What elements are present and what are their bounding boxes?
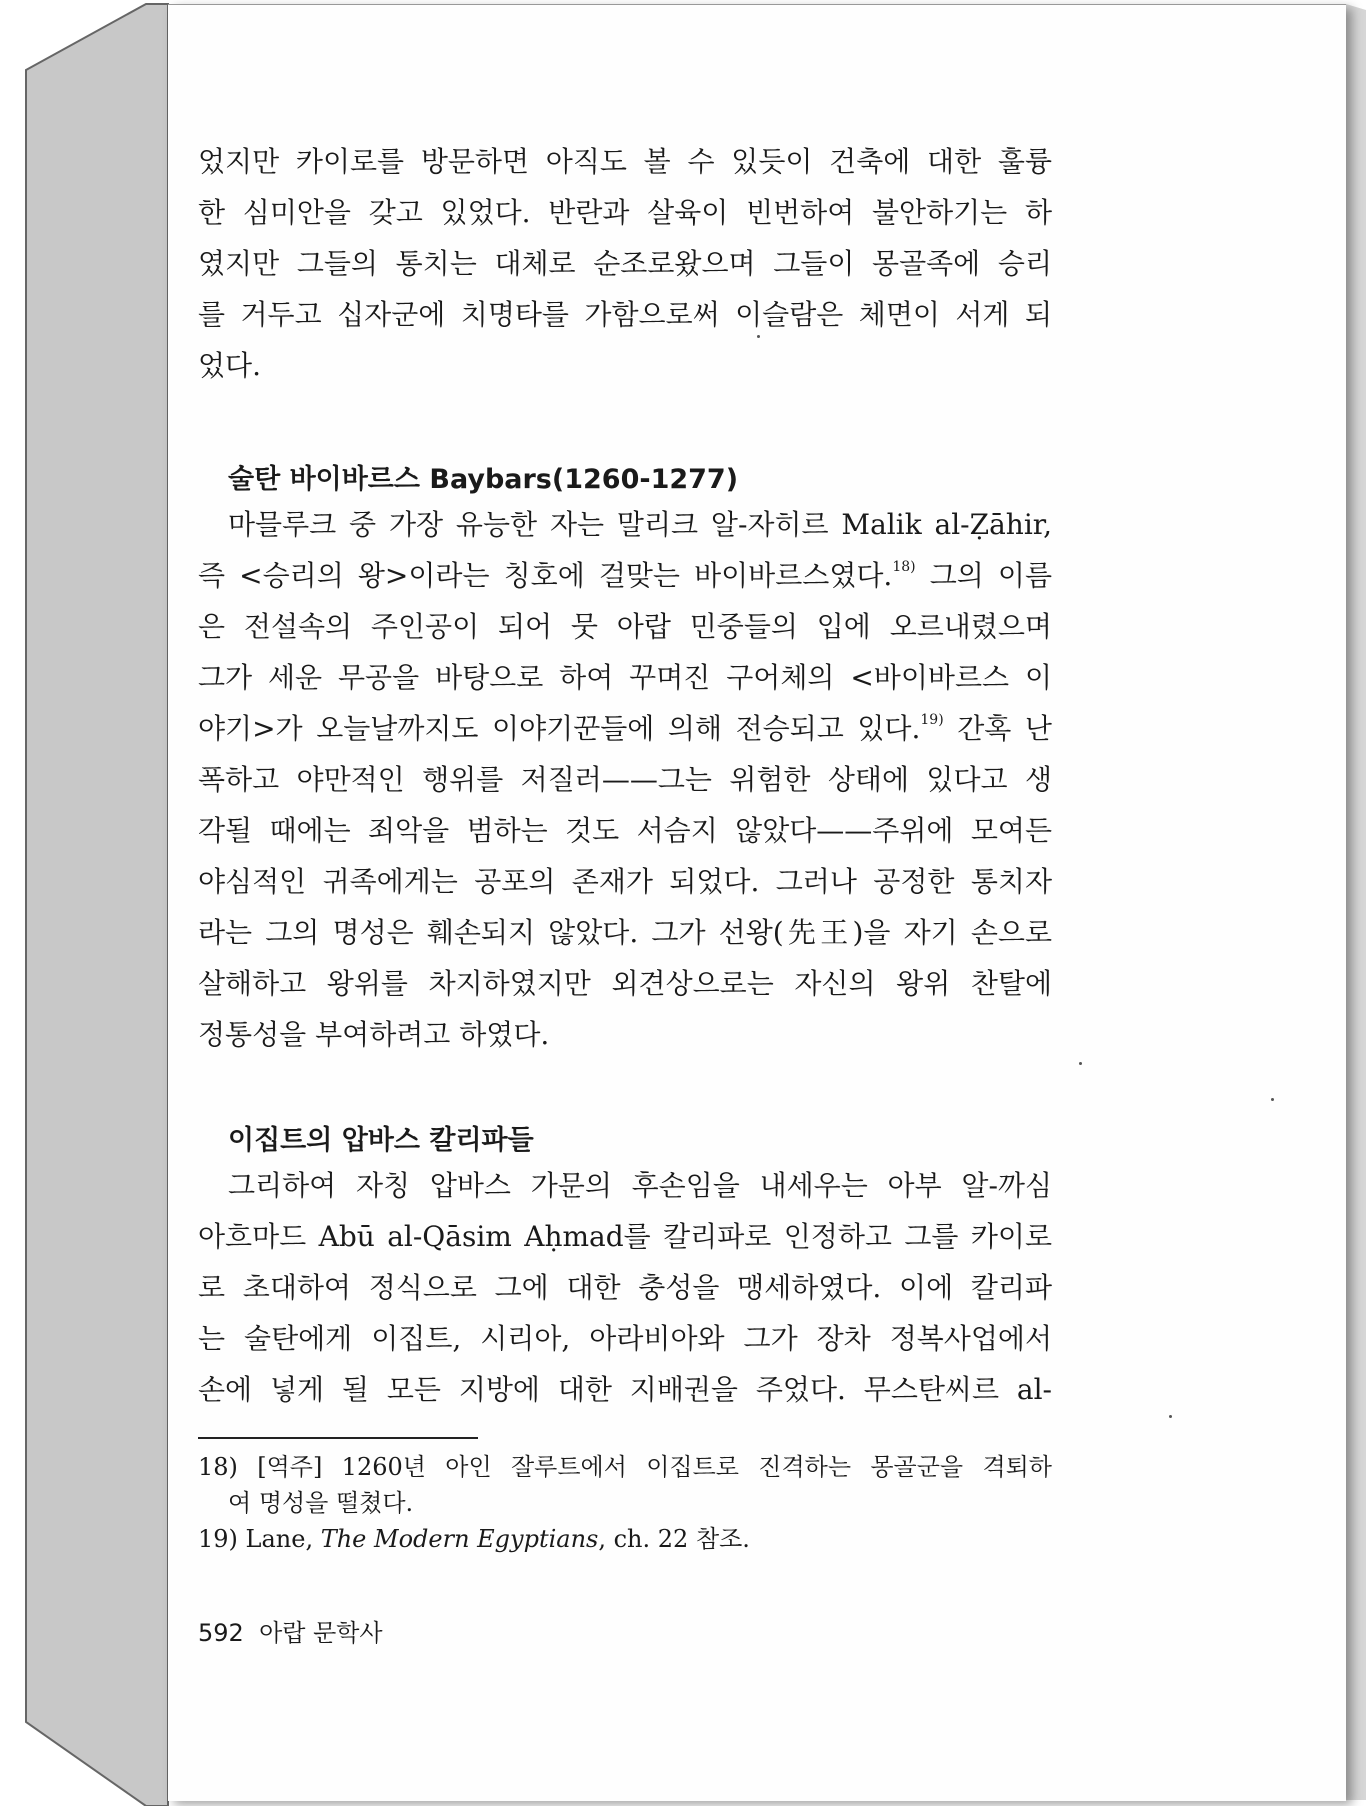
paragraph-abbasid	[198, 1164, 1052, 1419]
footnote-19-title: The Modern Egyptians	[320, 1525, 599, 1553]
scan-speck	[1169, 1415, 1172, 1418]
paragraph-baybars	[198, 503, 1052, 1064]
text-line: 라는 그의 명성은 훼손되지 않았다. 그가 선왕(先王)을 자기 손으로	[198, 916, 1052, 949]
text-line: 살해하고 왕위를 차지하였지만 외견상으로는 자신의 왕위 찬탈에	[198, 967, 1052, 1000]
text-line: 였지만 그들의 통치는 대체로 순조로왔으며 그들이 몽골족에 승리	[198, 247, 1052, 280]
footnote-19	[198, 1521, 1052, 1557]
scan-speck	[1079, 1062, 1082, 1065]
text-line: 폭하고 야만적인 행위를 저질러——그는 위험한 상태에 있다고 생	[198, 763, 1052, 796]
text-line: 그가 세운 무공을 바탕으로 하여 꾸며진 구어체의 <바이바르스 이	[198, 661, 1052, 694]
text-line: 아흐마드 Abū al-Qāsim Aḥmad를 칼리파로 인정하고 그를 카이로	[198, 1220, 1052, 1253]
scan-speck	[757, 335, 760, 338]
page-folio: 592 아랍 문학사	[198, 1619, 383, 1647]
text-fragment: 즉 <승리의 왕>이라는 칭호에 걸맞는 바이바르스였다.	[198, 559, 893, 592]
text-line	[198, 707, 1052, 758]
text-line: 은 전설속의 주인공이 되어 뭇 아랍 민중들의 입에 오르내렸으며	[198, 610, 1052, 643]
text-line: 었다.	[198, 349, 261, 382]
footnote-ref-19[interactable]: 19)	[920, 712, 944, 728]
footnotes	[198, 1449, 1052, 1557]
footnote-19-suffix: , ch. 22 참조.	[598, 1525, 750, 1553]
text-line	[198, 554, 1052, 605]
page-text-column	[198, 140, 1052, 1557]
text-line: 야심적인 귀족에게는 공포의 존재가 되었다. 그러나 공정한 통치자	[198, 865, 1052, 898]
text-fragment: 야기>가 오늘날까지도 이야기꾼들에 의해 전승되고 있다.	[198, 712, 921, 745]
text-line: 손에 넣게 될 모든 지방에 대한 지배권을 주었다. 무스탄씨르 al-	[198, 1373, 1052, 1406]
paragraph-continuation	[198, 140, 1052, 395]
section-heading-baybars: 술탄 바이바르스 Baybars(1260-1277)	[228, 464, 739, 495]
text-line: 마믈루크 중 가장 유능한 자는 말리크 알-자히르 Malik al-Ẓāhir,	[228, 508, 1052, 541]
footnote-18-line-2: 여 명성을 떨쳤다.	[228, 1489, 414, 1517]
scan-speck	[1271, 1098, 1274, 1101]
footnote-18-line-1: 18) [역주] 1260년 아인 잘루트에서 이집트로 진격하는 몽골군을 격퇴하	[198, 1453, 1052, 1481]
section-heading-abbasid: 이집트의 압바스 칼리파들	[228, 1125, 534, 1156]
text-fragment: 간혹 난	[943, 712, 1052, 745]
text-line: 그리하여 자칭 압바스 가문의 후손임을 내세우는 아부 알-까심	[228, 1169, 1052, 1202]
footnote-ref-18[interactable]: 18)	[892, 559, 916, 575]
text-line: 각될 때에는 죄악을 범하는 것도 서슴지 않았다——주위에 모여든	[198, 814, 1052, 847]
text-line: 는 술탄에게 이집트, 시리아, 아라비아와 그가 장차 정복사업에서	[198, 1322, 1052, 1355]
text-line: 를 거두고 십자군에 치명타를 가함으로써 이슬람은 체면이 서게 되	[198, 298, 1052, 331]
text-line: 로 초대하여 정식으로 그에 대한 충성을 맹세하였다. 이에 칼리파	[198, 1271, 1052, 1304]
text-line: 었지만 카이로를 방문하면 아직도 볼 수 있듯이 건축에 대한 훌륭	[198, 145, 1052, 178]
footnote-19-prefix: 19) Lane,	[198, 1525, 321, 1553]
text-line: 정통성을 부여하려고 하였다.	[198, 1018, 550, 1051]
text-line: 한 심미안을 갖고 있었다. 반란과 살육이 빈번하여 불안하기는 하	[198, 196, 1052, 229]
text-fragment: 그의 이름	[915, 559, 1052, 592]
